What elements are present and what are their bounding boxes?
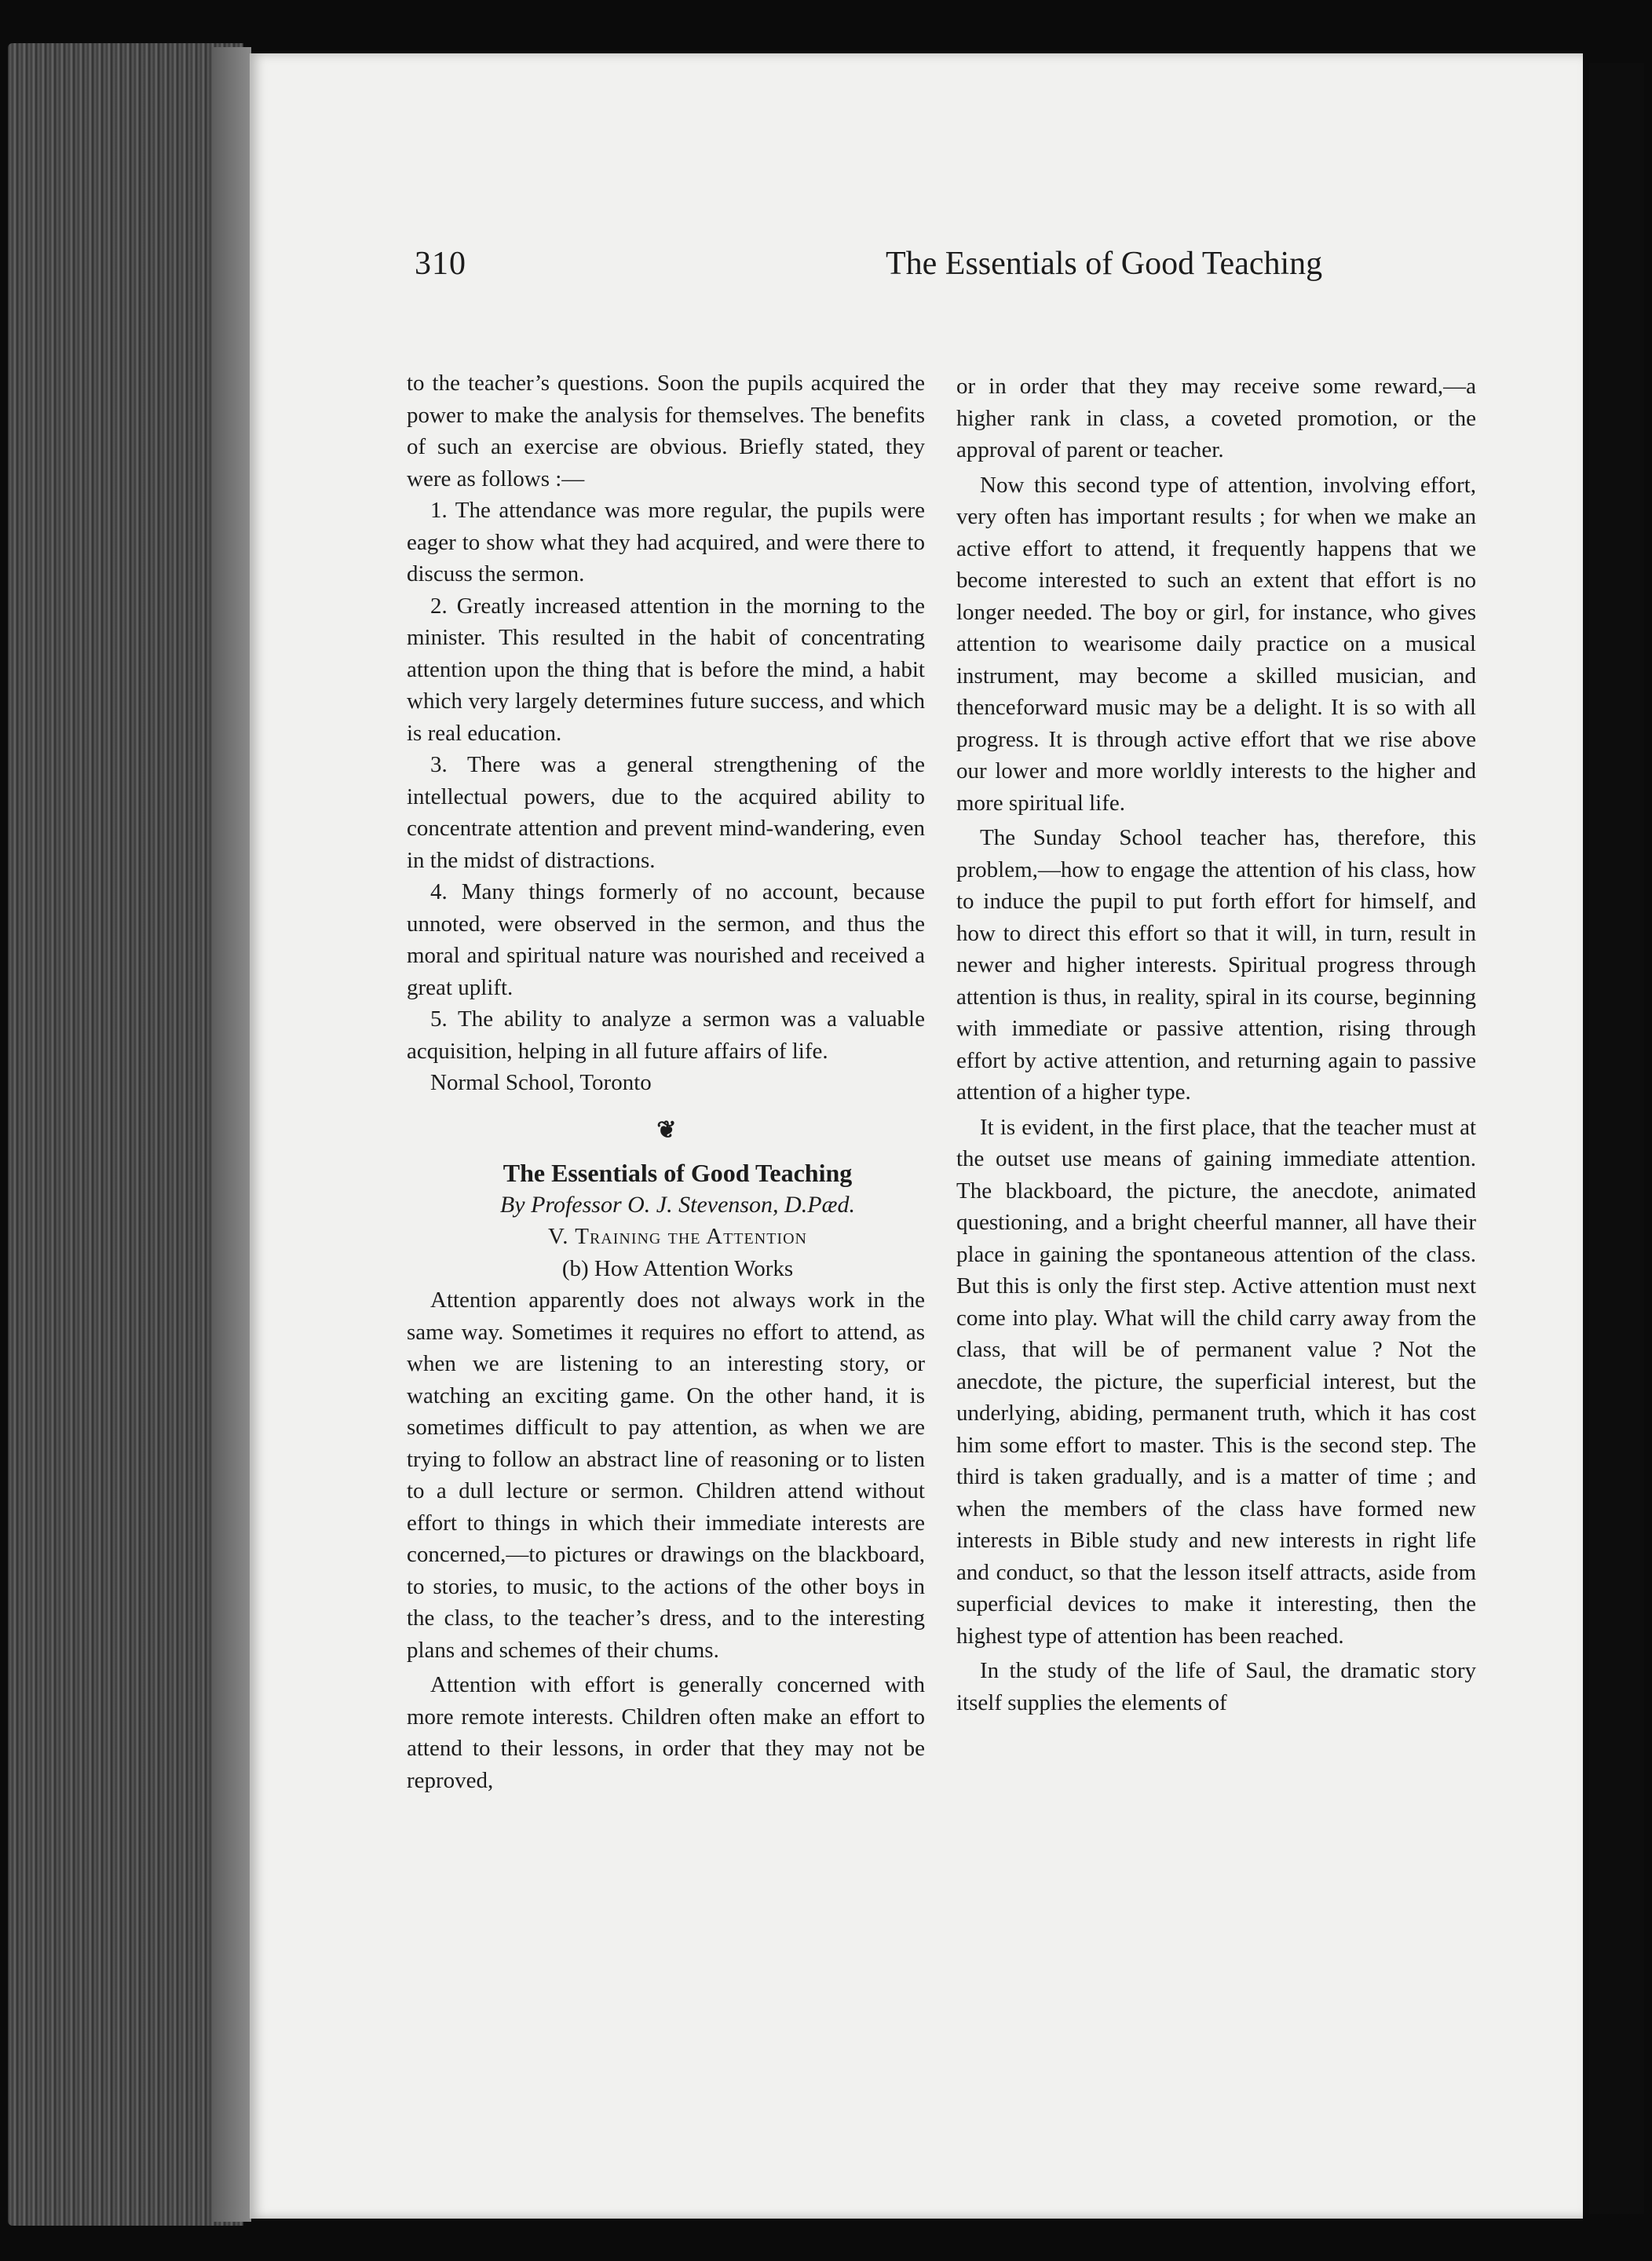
running-title: The Essentials of Good Teaching [886,246,1323,282]
paragraph: It is evident, in the first place, that the teacher must at the outset use means of gaining immediate attention. The blackboard, the picture, the anecdote, animated questioning, and a bright cheerful manner, all have their place in gaining the spontaneous attention of the class. But this is only the first step. Active attention must next come into play. What will the child carry away from the class, that will be of permanent value ? Not the anecdote, the picture, the superficial interest, but the underlying, abiding, permanent truth, which it has cost him some effort to master. This is the second step. The third is taken gradually, and is a matter of time ; and when the members of the class have formed new interests in Bible study and new interests in right life and conduct, so that the lesson itself attracts, aside from superficial devices to make it interesting, then the highest type of attention has been reached. [956,1114,1476,1649]
book-page [250,53,1583,2219]
paragraph: The Sunday School teacher has, therefore, this problem,—how to engage the attention of his class, how to induce the pupil to put forth effort for himself, and how to direct this effort so that it will, in turn, result in newer and higher interests. Spiritual progress through attention is thus, in reality, spiral in its course, beginning with immediate or passive attention, rising through effort by active attention, and returning again to passive attention of a higher type. [956,825,1476,1105]
section-heading: V. Training the Attention [548,1224,807,1249]
paragraph: to the teacher’s questions. Soon the pupils acquired the power to make the analysis for themselves. The benefits of such an exercise are obvious. Briefly stated, they were as follows :— [407,371,925,491]
page-header [415,245,1459,301]
book-page-edges [8,43,243,2226]
ornament-icon: ❦ [656,1116,675,1143]
list-item: 1. The attendance was more regular, the pupils were eager to show what they had acquired, and were there to discuss the sermon. [407,498,925,586]
right-column [956,371,1476,1719]
page-number: 310 [415,246,466,282]
signoff: Normal School, Toronto [430,1070,652,1095]
paragraph: Attention apparently does not always work in the same way. Sometimes it requires no effort to attend, as when we are listening to an interesting story, or watching an exciting game. On the other hand, it is sometimes difficult to pay attention, as when we are trying to follow an abstract line of reasoning or to listen to a dull lecture or sermon. Children attend without effort to things in which their immediate interests are concerned,—to pictures or drawings on the blackboard, to stories, to music, to the actions of the other boys in the class, to the teacher’s dress, and to the interesting plans and schemes of their chums. [407,1288,925,1663]
byline: By Professor O. J. Stevenson, D.Pæd. [499,1191,856,1218]
next-page-edge [1589,63,1644,2214]
list-item: 2. Greatly increased attention in the morning to the minister. This resulted in the habit of concentrating attention upon the thing that is before the mind, a habit which very largely determines future success, and which is real education. [407,593,925,746]
paragraph: Attention with effort is generally concerned with more remote interests. Children often make an effort to attend to their lessons, in order that they may not be reproved, [407,1672,925,1793]
gutter-shadow [212,47,251,2222]
list-item: 4. Many things formerly of no account, because unnoted, were observed in the sermon, and thus the moral and spiritual nature was nourished and received a great uplift. [407,879,925,1000]
left-column [407,367,925,1796]
paragraph: Now this second type of attention, involving effort, very often has important results ; for when we make an active effort to attend, it frequently happens that we become interested to such an extent that effort is no longer needed. The boy or girl, for instance, who gives attention to wearisome daily practice on a musical instrument, may become a skilled musician, and thenceforward music may be a delight. It is so with all progress. It is through active effort that we rise above our lower and more worldly interests to the higher and more spiritual life. [956,472,1476,816]
article-title: The Essentials of Good Teaching [503,1159,853,1187]
paragraph: or in order that they may receive some reward,—a higher rank in class, a coveted promotion, or the approval of parent or teacher. [956,374,1476,462]
sub-heading: (b) How Attention Works [561,1255,794,1281]
paragraph: In the study of the life of Saul, the dramatic story itself supplies the elements of [956,1658,1476,1715]
list-item: 3. There was a general strengthening of the intellectual powers, due to the acquired ability to concentrate attention and prevent mind-wandering, even in the midst of distractions. [407,752,925,873]
list-item: 5. The ability to analyze a sermon was a valuable acquisition, helping in all future affairs of life. [407,1006,925,1064]
